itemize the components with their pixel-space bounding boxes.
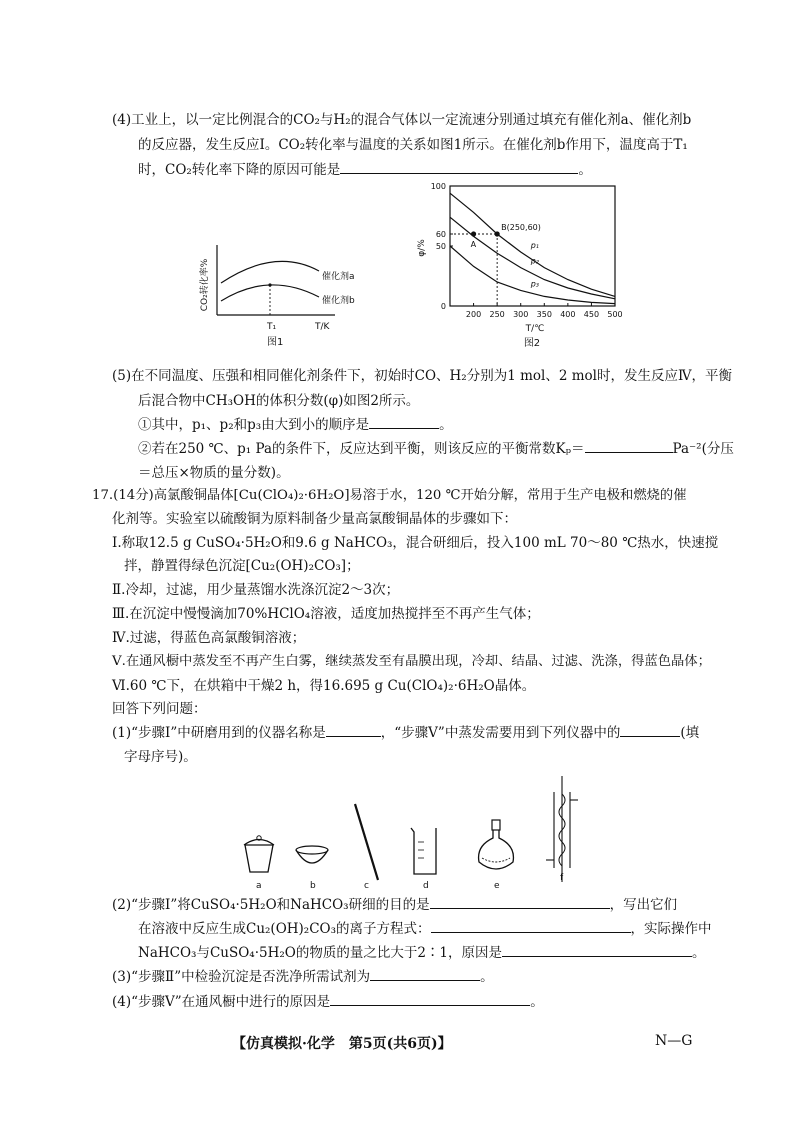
q17-q2-line3 [138, 944, 706, 962]
q16-5-sub2-prompt: ②若在250 ℃、p₁ Pa的条件下，反应达到平衡，则该反应的平衡常数Kₚ＝ [138, 441, 585, 457]
x-tick-label-500: 500 [607, 310, 623, 319]
chart-title: 图2 [523, 338, 541, 349]
x-tick-label-400: 400 [560, 310, 576, 319]
point-b-label: B(250,60) [501, 223, 541, 232]
x-tick-label-200: 200 [465, 310, 482, 319]
figure-2-chart [410, 178, 623, 358]
chart-xlabel: T/℃ [525, 324, 545, 334]
answer-blank-17-1b[interactable] [620, 724, 680, 737]
apparatus-label-f: f [560, 873, 564, 883]
series-label-1: p₁ [530, 241, 540, 250]
x-tick-label-250: 250 [489, 310, 505, 319]
q16-5-line1: (5)在不同温度、压强和相同催化剂条件下，初始时CO、H₂分别为1 mol、2 mol时，发生反应Ⅳ，平衡 [112, 368, 732, 384]
q16-5-sub1 [138, 416, 453, 434]
fig1-t1: T₁ [267, 322, 277, 332]
chart-ylabel: φ/% [417, 239, 427, 257]
q17-q2-mid2: ，实际操作中 [630, 921, 712, 937]
glass-rod-icon [355, 804, 378, 880]
curve-catalyst-a [221, 261, 319, 283]
q17-step3: Ⅲ.在沉淀中慢慢滴加70%HClO₄溶液，适度加热搅拌至不再产生气体； [112, 606, 540, 622]
q16-4-line2: 的反应器，发生反应Ⅰ。CO₂转化率与温度的关系如图1所示。在催化剂b作用下，温度高于T₁ [138, 137, 688, 153]
y-tick-label-60: 60 [435, 230, 446, 239]
q16-5-sub1-prompt: ①其中，p₁、p₂和p₃由大到小的顺序是 [138, 417, 370, 433]
answer-blank-17-1a[interactable] [326, 724, 381, 737]
answer-blank-17-2a[interactable] [430, 896, 610, 909]
apparatus-label-c: c [364, 881, 369, 891]
q17-intro1: 17.(14分)高氯酸铜晶体[Cu(ClO₄)₂·6H₂O]易溶于水，120 ℃开始分解，常用于生产电极和燃烧的催 [92, 488, 687, 503]
q17-q2-eq-prompt: 在溶液中反应生成Cu₂(OH)₂CO₃的离子方程式： [138, 921, 431, 937]
fig1-xlabel: T/K [315, 322, 330, 332]
q17-answer-prompt: 回答下列问题： [112, 701, 207, 717]
q17-q2-end: 。 [692, 945, 706, 961]
answer-blank-17-4[interactable] [330, 993, 530, 1006]
fig1-caption: 图1 [267, 337, 284, 348]
q17-step2: Ⅱ.冷却，过滤，用少量蒸馏水洗涤沉淀2～3次； [112, 582, 400, 598]
point-b [495, 231, 500, 236]
q17-step1a: Ⅰ.称取12.5 g CuSO₄·5H₂O和9.6 g NaHCO₃，混合研细后，投入100 mL 70～80 ℃热水，快速搅 [112, 535, 719, 551]
q17-q1-prompt: (1)“步骤Ⅰ”中研磨用到的仪器名称是 [112, 725, 326, 741]
q17-q2-line1 [112, 896, 677, 914]
q17-q1-mid: ，“步骤Ⅴ”中蒸发需要用到下列仪器中的 [380, 725, 621, 741]
point-a-label: A [470, 240, 477, 249]
evaporating-dish-icon [296, 846, 328, 863]
figure-1 [195, 235, 370, 355]
apparatus-label-a: a [256, 881, 262, 891]
q17-q1 [112, 724, 699, 742]
fig1-label-b: 催化剂b [322, 296, 355, 306]
apparatus-figure [230, 770, 590, 890]
fig1-label-a: 催化剂a [322, 272, 355, 282]
q17-q4 [112, 993, 544, 1011]
q16-5-sub2 [138, 440, 734, 458]
q16-5-sub1-end: 。 [439, 417, 453, 433]
fig1-ylabel: CO₂转化率% [200, 258, 210, 312]
q16-5-sub2-end: Pa⁻²(分压 [672, 441, 734, 457]
q16-5-sub2-cont: ＝总压×物质的量分数)。 [138, 465, 290, 481]
x-tick-label-300: 300 [513, 310, 529, 319]
x-tick-label-350: 350 [536, 310, 552, 319]
answer-blank-17-3[interactable] [370, 968, 480, 981]
q16-4-line3 [138, 161, 592, 179]
q17-q4-end: 。 [530, 994, 544, 1010]
q17-q1-cont: 字母序号)。 [124, 749, 197, 765]
q16-4-line1: (4)工业上，以一定比例混合的CO₂与H₂的混合气体以一定流速分别通过填充有催化剂a、催化剂b [112, 112, 692, 128]
beaker-icon [411, 828, 436, 874]
q17-q3 [112, 968, 494, 986]
q17-q2-prompt: (2)“步骤Ⅰ”将CuSO₄·5H₂O和NaHCO₃研细的目的是 [112, 897, 430, 913]
flask-icon [479, 820, 514, 869]
series-label-3: p₃ [530, 279, 540, 289]
crucible-icon [244, 836, 274, 872]
q16-5-line2: 后混合物中CH₃OH的体积分数(φ)如图2所示。 [138, 393, 420, 409]
q17-step6: Ⅵ.60 ℃下，在烘箱中干燥2 h，得16.695 g Cu(ClO₄)₂·6H₂O晶体。 [112, 678, 536, 694]
q17-step1b: 拌，静置得绿色沉淀[Cu₂(OH)₂CO₃]； [124, 558, 360, 574]
answer-blank-17-2b[interactable] [431, 920, 631, 933]
point-a [471, 231, 476, 236]
q17-step5: Ⅴ.在通风橱中蒸发至不再产生白雾，继续蒸发至有晶膜出现，冷却、结晶、过滤、洗涤，得蓝色晶体； [112, 654, 711, 669]
series-label-2: p₂ [530, 256, 540, 266]
q17-step4: Ⅳ.过滤，得蓝色高氯酸铜溶液； [112, 630, 306, 646]
q17-q4-prompt: (4)“步骤Ⅴ”在通风橱中进行的原因是 [112, 994, 331, 1010]
answer-blank-16-4[interactable] [340, 161, 578, 174]
apparatus-label-b: b [310, 881, 316, 891]
q16-4-prompt: 时，CO₂转化率下降的原因可能是 [138, 162, 341, 178]
footer-code: N—G [655, 1033, 693, 1049]
q17-q2-line2 [138, 920, 712, 938]
y-tick-label-100: 100 [430, 182, 446, 191]
q16-4-end: 。 [578, 162, 592, 178]
answer-blank-17-2c[interactable] [502, 944, 692, 957]
q17-q3-end: 。 [480, 969, 494, 985]
footer-page-info: 【仿真模拟·化学 第5页(共6页)】 [232, 1036, 452, 1052]
q17-q1-end: (填 [680, 725, 700, 741]
answer-blank-16-5-1[interactable] [369, 416, 439, 429]
x-tick-label-450: 450 [583, 310, 600, 319]
y-tick-label-50: 50 [435, 242, 446, 251]
q17-intro2: 化剂等。实验室以硫酸铜为原料制备少量高氯酸铜晶体的步骤如下： [112, 511, 517, 527]
series-line-3 [450, 246, 615, 304]
condenser-icon [546, 776, 578, 882]
apparatus-label-d: d [423, 881, 429, 891]
apparatus-label-e: e [494, 881, 500, 891]
q17-q2-mid: ，写出它们 [609, 897, 678, 913]
y-tick-label-0: 0 [440, 302, 446, 311]
q17-q2-reason-prompt: NaHCO₃与CuSO₄·5H₂O的物质的量之比大于2∶1，原因是 [138, 945, 503, 961]
q17-q3-prompt: (3)“步骤Ⅱ”中检验沉淀是否洗净所需试剂为 [112, 969, 371, 985]
answer-blank-16-5-2[interactable] [585, 440, 673, 453]
